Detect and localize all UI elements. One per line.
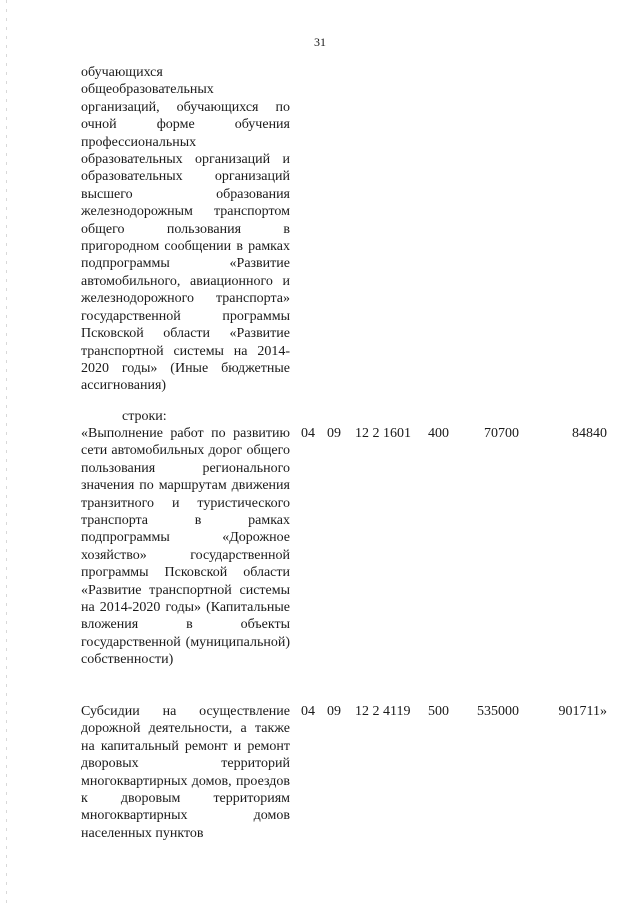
row-1-section-code: 09 (327, 426, 341, 441)
text-line: развитию сети автомобильных (81, 426, 290, 459)
row-2-description (81, 703, 290, 842)
text-line: системы на 2014-2020 годы» (81, 582, 291, 616)
text-line: (Капитальные вложения в (81, 600, 291, 633)
text-line: территориям многоквартирных (81, 791, 290, 824)
row-1-amount-year-1: 70700 (484, 426, 519, 441)
row-2-expense-type-code: 500 (428, 704, 449, 719)
text-line: образовательных организаций (81, 169, 290, 185)
text-line: профессиональных (81, 134, 197, 150)
scan-edge (6, 0, 7, 905)
text-line: объекты государственной (81, 617, 290, 650)
row-2-target-code: 12 2 4119 (355, 704, 411, 719)
text-line: дорог общего пользования (81, 443, 290, 476)
row-2-amount-year-1: 535000 (477, 704, 519, 719)
text-line: программы Псковской области (81, 565, 290, 581)
text-line: на 2014-2020 годы» (Иные (81, 343, 290, 376)
text-line: очной форме обучения (81, 117, 290, 133)
row-2-ministry-code: 04 (301, 704, 315, 719)
text-line: рамках подпрограммы (81, 239, 290, 272)
text-line: железнодорожного транспорта» (81, 291, 290, 307)
text-line: собственности) (81, 652, 174, 668)
row-1-target-code: 12 2 1601 (355, 426, 411, 441)
text-line: транспорта в рамках (81, 513, 290, 529)
row-1-ministry-code: 04 (301, 426, 315, 441)
text-line: транспортной системы (81, 343, 224, 359)
text-line: транзитного и туристического (81, 495, 290, 511)
text-line: «Развитие автомобильного, (81, 256, 290, 289)
text-line: пригородном сообщении в (81, 239, 243, 255)
row-2-section-code: 09 (327, 704, 341, 719)
text-line: проездов к дворовым (81, 773, 290, 807)
row-1-amount-year-2: 84840 (572, 426, 607, 441)
text-line: маршрутам движения (158, 478, 290, 494)
text-line: общего пользования в (81, 221, 290, 237)
text-line: Псковской области «Развитие (81, 326, 290, 342)
text-line: «Выполнение работ по (81, 426, 226, 441)
text-line: бюджетные ассигнования) (81, 360, 291, 394)
row-1-expense-type-code: 400 (428, 426, 449, 441)
row-2-amount-year-2: 901711» (558, 704, 607, 719)
text-line: государственной программы (81, 308, 290, 324)
text-line: железнодорожным транспортом (81, 204, 290, 220)
text-line: хозяйство» государственной (81, 547, 290, 563)
text-line: организаций, обучающихся по (81, 99, 290, 115)
rows-label: строки: (122, 409, 167, 424)
text-line: домов населенных пунктов (81, 808, 290, 841)
text-line: (муниципальной) (185, 634, 290, 650)
text-line: высшего образования (81, 186, 290, 202)
text-line: «Развитие транспортной (81, 582, 232, 598)
first-row-description (81, 64, 290, 395)
text-line: обучающихся (81, 65, 163, 80)
text-line: ремонт дворовых территорий (81, 738, 290, 772)
text-line: на капитальный ремонт и (81, 738, 242, 754)
text-line: авиационного и (190, 273, 291, 289)
text-line: дорожной деятельности, а также (81, 721, 290, 737)
page-number: 31 (314, 35, 326, 49)
row-1-description (81, 425, 290, 669)
text-line: Субсидии на осуществление (81, 704, 290, 719)
text-line: многоквартирных домов, (81, 773, 232, 789)
text-line: общеобразовательных (81, 82, 214, 98)
text-line: регионального значения по (81, 460, 290, 494)
text-line: образовательных организаций и (81, 152, 290, 168)
text-line: подпрограммы «Дорожное (81, 530, 290, 546)
